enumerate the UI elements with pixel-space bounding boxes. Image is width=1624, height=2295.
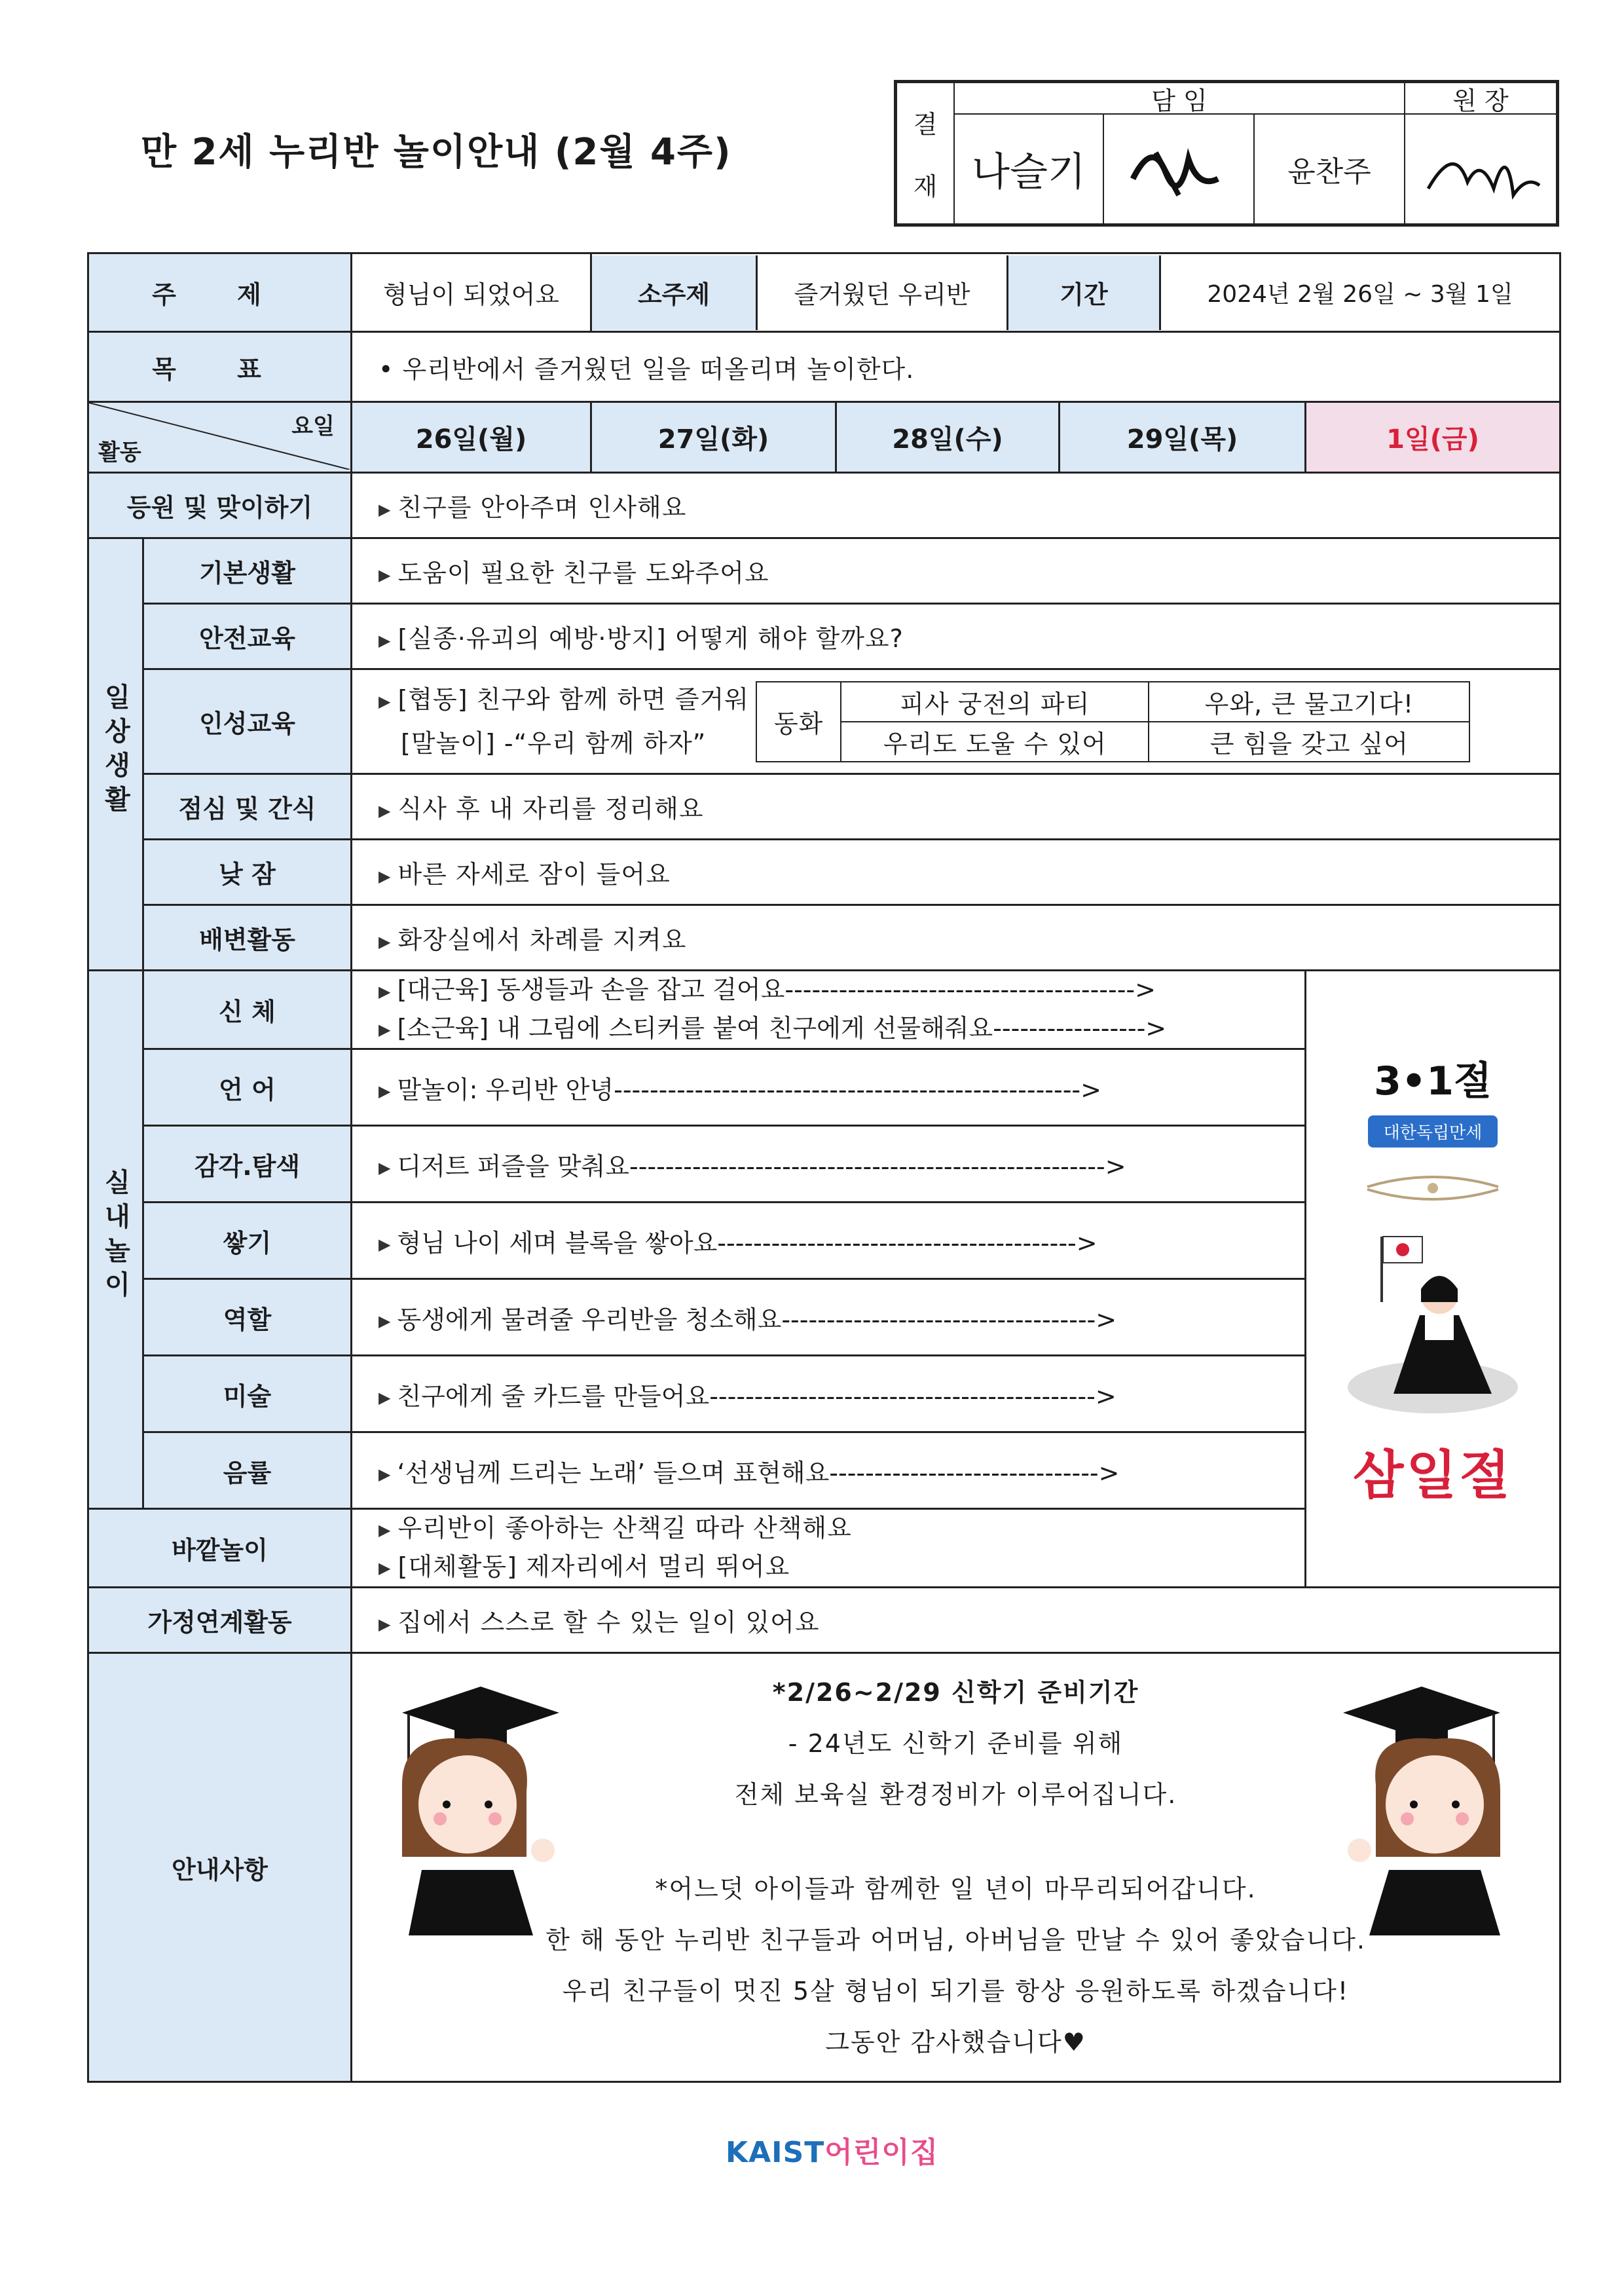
notice-content bbox=[352, 1653, 1560, 2082]
teacher-signature-1: 나슬기 bbox=[953, 113, 1104, 225]
fairy-tale-item: 큰 힘을 갖고 싶어 bbox=[1149, 722, 1469, 762]
period-value: 2024년 2월 26일 ~ 3월 1일 bbox=[1207, 281, 1513, 308]
character-content: ▶ [협동] 친구와 함께 하면 즐거워 [말놀이] -“우리 함께 하자” 동화 피사 궁전의 파티 우와, 큰 물고기다! 우리도 도울 수 있어 큰 힘을 갖고 싶어 bbox=[352, 669, 1560, 774]
fairy-tale-item: 우와, 큰 물고기다! bbox=[1149, 682, 1469, 722]
bullet-icon: ▶ bbox=[378, 1559, 392, 1577]
language-label: 언 어 bbox=[143, 1049, 352, 1126]
role-label: 역할 bbox=[143, 1279, 352, 1356]
notice-label: 안내사항 bbox=[88, 1653, 352, 2082]
day-thu: 29일(목) bbox=[1060, 402, 1306, 473]
bullet-icon: ▶ bbox=[378, 1520, 392, 1539]
kaist-daycare-logo: KAIST어린이집 bbox=[726, 2136, 939, 2169]
holiday-banner bbox=[1306, 971, 1560, 1588]
wheat-icon bbox=[1354, 1161, 1511, 1213]
outdoor-label: 바깥놀이 bbox=[88, 1509, 352, 1588]
sensory-text: ▶ 디저트 퍼즐을 맞춰요-----------------------------------------------------> bbox=[352, 1126, 1306, 1203]
independence-girl-icon bbox=[1341, 1223, 1524, 1420]
period-label: 기간 bbox=[1008, 255, 1161, 330]
day-fri: 1일(금) bbox=[1306, 402, 1560, 473]
bullet-icon: ▶ bbox=[378, 932, 392, 951]
lunch-text: ▶ 식사 후 내 자리를 정리해요 bbox=[352, 774, 1560, 840]
theme-details bbox=[591, 253, 1560, 332]
signature-icon bbox=[1126, 133, 1231, 205]
physical-label: 신 체 bbox=[143, 971, 352, 1049]
notice-line: 전체 보육실 환경정비가 이루어집니다. bbox=[734, 1780, 1177, 1809]
notice-line: 우리 친구들이 멋진 5살 형님이 되기를 항상 응원하도록 하겠습니다! bbox=[562, 1977, 1350, 2006]
day-activity-header: 요일 활동 bbox=[88, 402, 352, 473]
toilet-label: 배변활동 bbox=[143, 905, 352, 971]
safety-label: 안전교육 bbox=[143, 604, 352, 669]
weekly-plan-table bbox=[87, 252, 1561, 2083]
basic-life-label: 기본생활 bbox=[143, 538, 352, 604]
bullet-icon: ▶ bbox=[378, 1235, 391, 1254]
outdoor-text: ▶ 우리반이 좋아하는 산책길 따라 산책해요 ▶ [대체활동] 제자리에서 멀리 뛰어요 bbox=[352, 1509, 1306, 1588]
basic-life-text: ▶ 도움이 필요한 친구를 도와주어요 bbox=[352, 538, 1560, 604]
music-label: 음률 bbox=[143, 1432, 352, 1509]
safety-text: ▶ [실종·유괴의 예방·방지] 어떻게 해야 할까요? bbox=[352, 604, 1560, 669]
blocks-label: 쌓기 bbox=[143, 1203, 352, 1279]
fairy-tale-item: 피사 궁전의 파티 bbox=[841, 682, 1149, 722]
teacher-signature-mark bbox=[1103, 113, 1255, 225]
graduate-girl-icon bbox=[363, 1673, 572, 1935]
subtheme-label: 소주제 bbox=[592, 255, 758, 330]
director-signature bbox=[1404, 113, 1557, 225]
arrival-label: 등원 및 맞이하기 bbox=[88, 473, 352, 538]
bullet-icon: ▶ bbox=[378, 692, 392, 711]
role-text: ▶ 동생에게 물려줄 우리반을 청소해요-----------------------------------> bbox=[352, 1279, 1306, 1356]
signature-icon bbox=[1415, 130, 1546, 208]
theme-value: 형님이 되었어요 bbox=[352, 253, 591, 332]
bullet-icon: ▶ bbox=[378, 867, 392, 886]
toilet-text: ▶ 화장실에서 차례를 지켜요 bbox=[352, 905, 1560, 971]
graduate-girl-icon bbox=[1330, 1673, 1540, 1935]
bullet-icon: ▶ bbox=[378, 631, 392, 650]
bullet-icon: ▶ bbox=[378, 500, 392, 519]
home-text: ▶ 집에서 스스로 할 수 있는 일이 있어요 bbox=[352, 1588, 1560, 1653]
teacher-header: 담 임 bbox=[953, 82, 1405, 115]
notice-line: - 24년도 신학기 준비를 위해 bbox=[788, 1729, 1124, 1758]
bullet-icon: ▶ bbox=[378, 1389, 391, 1407]
physical-text: ▶ [대근육] 동생들과 손을 잡고 걸어요---------------------------------------> ▶ [소근육] 내 그림에 스티커를 붙여 친구에게 선물해줘요-----------------> bbox=[352, 971, 1306, 1049]
subtheme-value: 즐거웠던 우리반 bbox=[758, 255, 1008, 330]
bullet-icon: ▶ bbox=[378, 1465, 391, 1483]
theme-label: 주 제 bbox=[88, 253, 352, 332]
bullet-icon: ▶ bbox=[378, 565, 392, 584]
indoor-group: 실내놀이 bbox=[88, 971, 143, 1509]
fairy-label: 동화 bbox=[756, 682, 841, 762]
bullet-icon: ▶ bbox=[378, 1020, 391, 1039]
music-text: ▶ ‘선생님께 드리는 노래’ 들으며 표현해요------------------------------> bbox=[352, 1432, 1306, 1509]
blocks-text: ▶ 형님 나이 세며 블록을 쌓아요----------------------------------------> bbox=[352, 1203, 1306, 1279]
goal-label: 목 표 bbox=[88, 332, 352, 402]
notice-line: *2/26~2/29 신학기 준비기간 bbox=[772, 1678, 1139, 1707]
language-text: ▶ 말놀이: 우리반 안녕----------------------------------------------------> bbox=[352, 1049, 1306, 1126]
art-label: 미술 bbox=[143, 1356, 352, 1432]
home-label: 가정연계활동 bbox=[88, 1588, 352, 1653]
notice-line: *어느덧 아이들과 함께한 일 년이 마무리되어갑니다. bbox=[655, 1875, 1257, 1903]
lunch-label: 점심 및 간식 bbox=[143, 774, 352, 840]
day-wed: 28일(수) bbox=[836, 402, 1060, 473]
nap-label: 낮 잠 bbox=[143, 840, 352, 905]
bullet-icon: ▶ bbox=[378, 982, 391, 1001]
holiday-subtitle: 대한독립만세 bbox=[1368, 1115, 1498, 1148]
bullet-icon: ▶ bbox=[378, 1312, 391, 1330]
fairy-tale-table bbox=[756, 681, 1470, 762]
notice-line: 한 해 동안 누리반 친구들과 어머님, 아버님을 만날 수 있어 좋았습니다. bbox=[545, 1926, 1366, 1954]
day-tue: 27일(화) bbox=[591, 402, 836, 473]
day-mon: 26일(월) bbox=[352, 402, 591, 473]
bullet-icon: ▶ bbox=[378, 801, 392, 820]
daily-life-group: 일상생활 bbox=[88, 538, 143, 971]
nap-text: ▶ 바른 자세로 잠이 들어요 bbox=[352, 840, 1560, 905]
arrival-text: ▶ 친구를 안아주며 인사해요 bbox=[352, 473, 1560, 538]
holiday-title: 3•1절 bbox=[1374, 1058, 1492, 1104]
bullet-icon: ▶ bbox=[378, 1082, 391, 1100]
page-title: 만 2세 누리반 놀이안내 (2월 4주) bbox=[141, 131, 732, 174]
fairy-tale-item: 우리도 도울 수 있어 bbox=[841, 722, 1149, 762]
approval-label: 결 재 bbox=[896, 82, 955, 225]
bullet-icon: ▶ bbox=[378, 1159, 391, 1177]
art-text: ▶ 친구에게 줄 카드를 만들어요-------------------------------------------> bbox=[352, 1356, 1306, 1432]
holiday-name: 삼일절 bbox=[1353, 1444, 1513, 1506]
bullet-icon: ▶ bbox=[378, 1614, 392, 1633]
teacher-signature-2: 윤찬주 bbox=[1253, 113, 1405, 225]
director-header: 원 장 bbox=[1404, 82, 1557, 115]
notice-line: 그동안 감사했습니다♥ bbox=[825, 2028, 1086, 2057]
goal-value: • 우리반에서 즐거웠던 일을 떠올리며 놀이한다. bbox=[352, 332, 1560, 402]
sensory-label: 감각.탐색 bbox=[143, 1126, 352, 1203]
approval-box bbox=[894, 80, 1559, 227]
character-label: 인성교육 bbox=[143, 669, 352, 774]
